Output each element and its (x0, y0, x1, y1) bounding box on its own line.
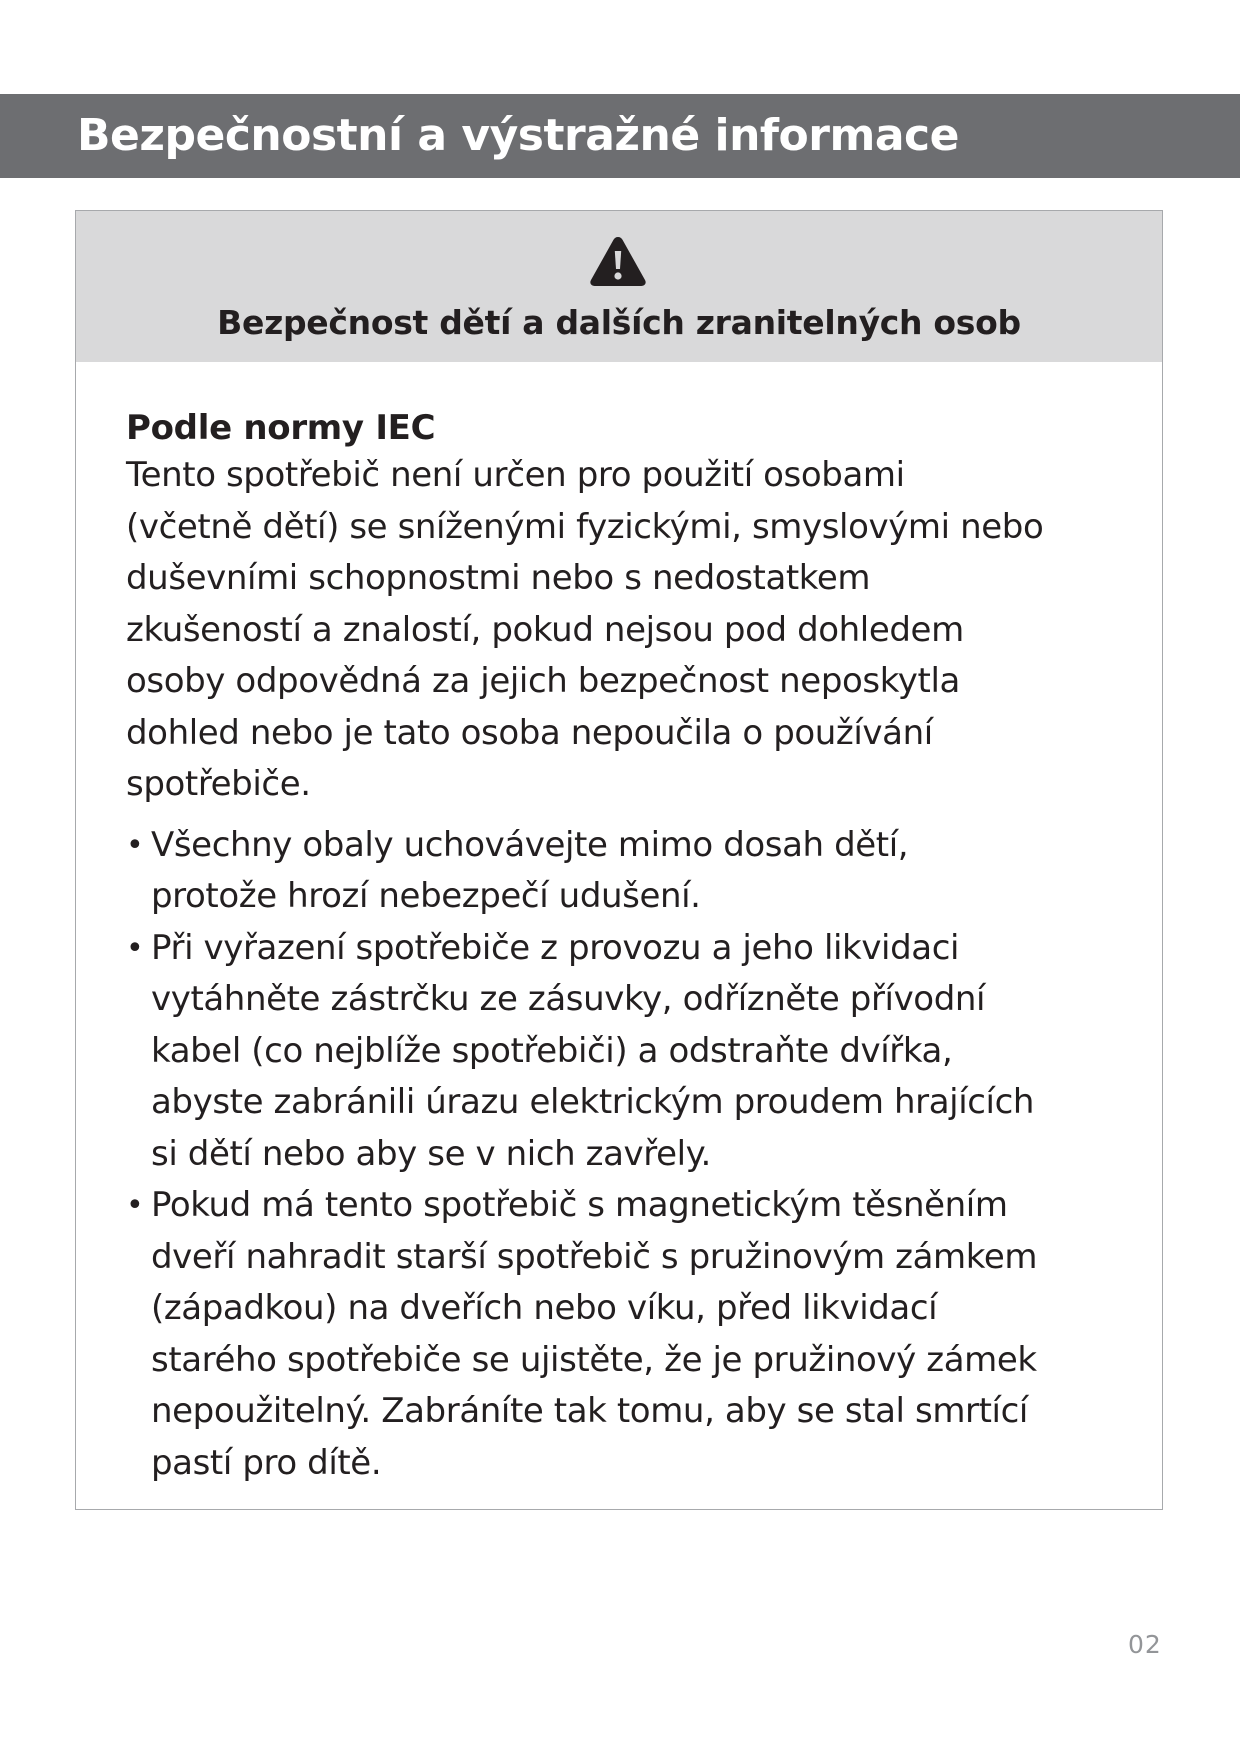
paragraph-line: dohled nebo je tato osoba nepoučila o používání (126, 712, 933, 753)
bullet-line: nepoužitelný. Zabráníte tak tomu, aby se stal smrtící (151, 1391, 1028, 1431)
bullet-item (126, 923, 1126, 1181)
paragraph-line: spotřebiče. (126, 764, 311, 804)
paragraph-line: zkušeností a znalostí, pokud nejsou pod dohledem (126, 609, 964, 650)
section-heading: Podle normy IEC (126, 408, 436, 448)
bullet-line: si dětí nebo aby se v nich zavřely. (151, 1133, 711, 1174)
warning-box-content (126, 406, 1126, 1489)
bullet-dot-icon: • (126, 1188, 144, 1223)
bullet-dot-icon: • (126, 827, 144, 863)
bullet-list (126, 820, 1126, 1490)
paragraph-line: Tento spotřebič není určen pro použití osobami (126, 455, 905, 495)
warning-triangle-icon (589, 235, 647, 287)
bullet-line: Všechny obaly uchovávejte mimo dosah dětí, (151, 824, 909, 865)
bullet-dot-icon: • (126, 930, 144, 966)
bullet-line: Při vyřazení spotřebiče z provozu a jeho likvidaci (151, 927, 960, 968)
paragraph-line: osoby odpovědná za jejich bezpečnost neposkytla (126, 661, 960, 701)
section-title: Bezpečnostní a výstražné informace (77, 110, 959, 161)
warning-box-title: Bezpečnost dětí a dalších zranitelných osob (217, 303, 1021, 342)
bullet-line: dveří nahradit starší spotřebič s pružinovým zámkem (151, 1236, 1038, 1277)
bullet-line: kabel (co nejblíže spotřebiči) a odstraňte dvířka, (151, 1030, 953, 1071)
bullet-line: starého spotřebiče se ujistěte, že je pružinový zámek (151, 1339, 1037, 1380)
bullet-item (126, 820, 1126, 923)
bullet-line: abyste zabránili úrazu elektrickým proudem hrajících (151, 1082, 1035, 1122)
bullet-line: (západkou) na dveřích nebo víku, před likvidací (151, 1288, 938, 1328)
paragraph-line: (včetně dětí) se sníženými fyzickými, smyslovými nebo (126, 506, 1044, 547)
bullet-line: pastí pro dítě. (151, 1442, 382, 1483)
warning-box-header (76, 211, 1162, 362)
bullet-line: Pokud má tento spotřebič s magnetickým těsněním (151, 1185, 1008, 1225)
paragraph-line: duševními schopnostmi nebo s nedostatkem (126, 558, 871, 598)
warning-box (75, 210, 1163, 1510)
bullet-item (126, 1180, 1126, 1489)
paragraph (126, 450, 1126, 811)
page-number: 02 (1128, 1630, 1162, 1659)
section-header-bar (0, 94, 1240, 178)
bullet-line: protože hrozí nebezpečí udušení. (151, 876, 701, 916)
bullet-line: vytáhněte zástrčku ze zásuvky, odřízněte přívodní (151, 979, 986, 1019)
